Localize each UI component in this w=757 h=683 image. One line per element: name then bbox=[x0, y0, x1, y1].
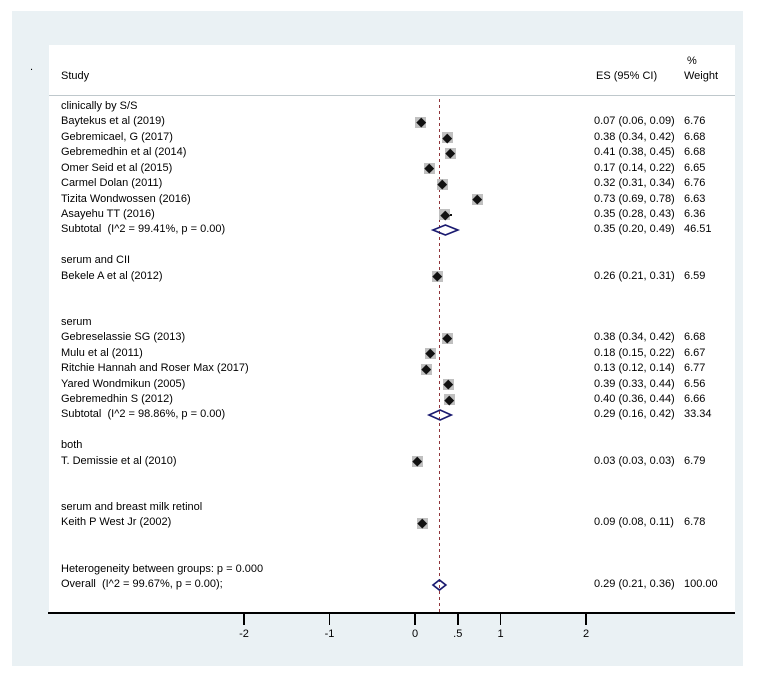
column-header-es: ES (95% CI) bbox=[596, 70, 658, 82]
es-ci-value: 0.38 (0.34, 0.42) bbox=[594, 130, 675, 143]
group-header-row-label: clinically by S/S bbox=[61, 100, 138, 112]
group-header-row-label: both bbox=[61, 439, 83, 452]
group-header-row-label: serum and breast milk retinol bbox=[61, 500, 203, 513]
x-axis-tick-label: 1 bbox=[497, 628, 504, 640]
x-axis-tick-label: -1 bbox=[324, 628, 335, 640]
es-ci-value: 0.26 (0.21, 0.31) bbox=[594, 269, 675, 282]
column-header-percent: % bbox=[687, 55, 697, 67]
weight-value: 6.63 bbox=[684, 192, 706, 205]
overall-row-label: Overall (I^2 = 99.67%, p = 0.00); bbox=[61, 578, 223, 591]
column-header-study: Study bbox=[61, 70, 90, 82]
weight-value: 6.68 bbox=[684, 130, 706, 143]
es-ci-value: 0.35 (0.20, 0.49) bbox=[594, 223, 675, 236]
weight-value: 6.56 bbox=[684, 377, 706, 390]
weight-value: 33.34 bbox=[684, 408, 712, 421]
weight-value: 6.68 bbox=[684, 331, 706, 344]
es-ci-value: 0.13 (0.12, 0.14) bbox=[594, 362, 675, 375]
study-row-label: Ritchie Hannah and Roser Max (2017) bbox=[61, 362, 249, 375]
study-row-label: Asayehu TT (2016) bbox=[61, 207, 155, 220]
study-row-label: Gebremedhin et al (2014) bbox=[61, 146, 187, 159]
x-axis-line bbox=[48, 612, 735, 614]
weight-value: 6.76 bbox=[684, 177, 706, 190]
note-row-label: Heterogeneity between groups: p = 0.000 bbox=[61, 562, 264, 575]
plot-panel bbox=[12, 11, 743, 666]
x-axis-tick-label: .5 bbox=[453, 628, 463, 640]
study-row-label: Tizita Wondwossen (2016) bbox=[61, 192, 191, 205]
group-header-row-label: serum bbox=[61, 315, 92, 328]
weight-value: 6.36 bbox=[684, 207, 706, 220]
es-ci-value: 0.29 (0.16, 0.42) bbox=[594, 408, 675, 421]
study-row-label: Carmel Dolan (2011) bbox=[61, 177, 163, 190]
study-row-label: Gebreselassie SG (2013) bbox=[61, 331, 186, 344]
x-axis-tick bbox=[457, 614, 459, 625]
study-row-label: T. Demissie et al (2010) bbox=[61, 454, 177, 467]
es-ci-value: 0.73 (0.69, 0.78) bbox=[594, 192, 675, 205]
weight-value: 6.66 bbox=[684, 392, 706, 405]
weight-value: 46.51 bbox=[684, 223, 712, 236]
es-ci-value: 0.41 (0.38, 0.45) bbox=[594, 146, 675, 159]
header-divider bbox=[49, 95, 735, 96]
study-row-label: Gebremicael, G (2017) bbox=[61, 130, 173, 143]
pooled-diamond bbox=[432, 224, 459, 236]
es-ci-value: 0.38 (0.34, 0.42) bbox=[594, 331, 675, 344]
es-ci-value: 0.39 (0.33, 0.44) bbox=[594, 377, 675, 390]
es-ci-value: 0.40 (0.36, 0.44) bbox=[594, 392, 675, 405]
study-row-label: Keith P West Jr (2002) bbox=[61, 516, 172, 529]
x-axis-tick bbox=[243, 614, 245, 625]
es-ci-value: 0.09 (0.08, 0.11) bbox=[594, 516, 674, 529]
group-header-row-label: serum and CII bbox=[61, 254, 131, 267]
x-axis-tick bbox=[329, 614, 331, 625]
weight-value: 6.68 bbox=[684, 146, 706, 159]
pooled-diamond bbox=[428, 409, 452, 421]
es-ci-value: 0.07 (0.06, 0.09) bbox=[594, 115, 675, 128]
weight-value: 6.77 bbox=[684, 362, 706, 375]
pooled-diamond bbox=[432, 579, 447, 591]
study-row-label: Omer Seid et al (2015) bbox=[61, 161, 173, 174]
study-row-label: Baytekus et al (2019) bbox=[61, 115, 165, 128]
weight-value: 6.79 bbox=[684, 454, 706, 467]
weight-value: 6.59 bbox=[684, 269, 706, 282]
x-axis-tick-label: -2 bbox=[239, 628, 249, 640]
x-axis-tick-label: 0 bbox=[411, 628, 419, 640]
stray-dot: . bbox=[30, 61, 34, 73]
x-axis-tick bbox=[585, 614, 587, 625]
weight-value: 100.00 bbox=[684, 578, 718, 591]
study-row-label: Yared Wondmikun (2005) bbox=[61, 377, 186, 390]
subtotal-row-label: Subtotal (I^2 = 98.86%, p = 0.00) bbox=[61, 408, 226, 421]
es-ci-value: 0.17 (0.14, 0.22) bbox=[594, 161, 675, 174]
es-ci-value: 0.29 (0.21, 0.36) bbox=[594, 578, 675, 591]
study-row-label: Mulu et al (2011) bbox=[61, 346, 143, 359]
x-axis-tick bbox=[500, 614, 502, 625]
weight-value: 6.78 bbox=[684, 516, 706, 529]
es-ci-value: 0.03 (0.03, 0.03) bbox=[594, 454, 675, 467]
study-row-label: Bekele A et al (2012) bbox=[61, 269, 163, 282]
es-ci-value: 0.18 (0.15, 0.22) bbox=[594, 346, 675, 359]
weight-value: 6.76 bbox=[684, 115, 706, 128]
weight-value: 6.65 bbox=[684, 161, 706, 174]
es-ci-value: 0.35 (0.28, 0.43) bbox=[594, 207, 675, 220]
x-axis-tick-label: 2 bbox=[582, 628, 590, 640]
x-axis-tick bbox=[414, 614, 416, 625]
column-header-weight: Weight bbox=[684, 70, 719, 82]
weight-value: 6.67 bbox=[684, 346, 706, 359]
reference-line bbox=[439, 99, 440, 612]
study-row-label: Gebremedhin S (2012) bbox=[61, 392, 173, 405]
subtotal-row-label: Subtotal (I^2 = 99.41%, p = 0.00) bbox=[61, 223, 226, 236]
es-ci-value: 0.32 (0.31, 0.34) bbox=[594, 177, 675, 190]
